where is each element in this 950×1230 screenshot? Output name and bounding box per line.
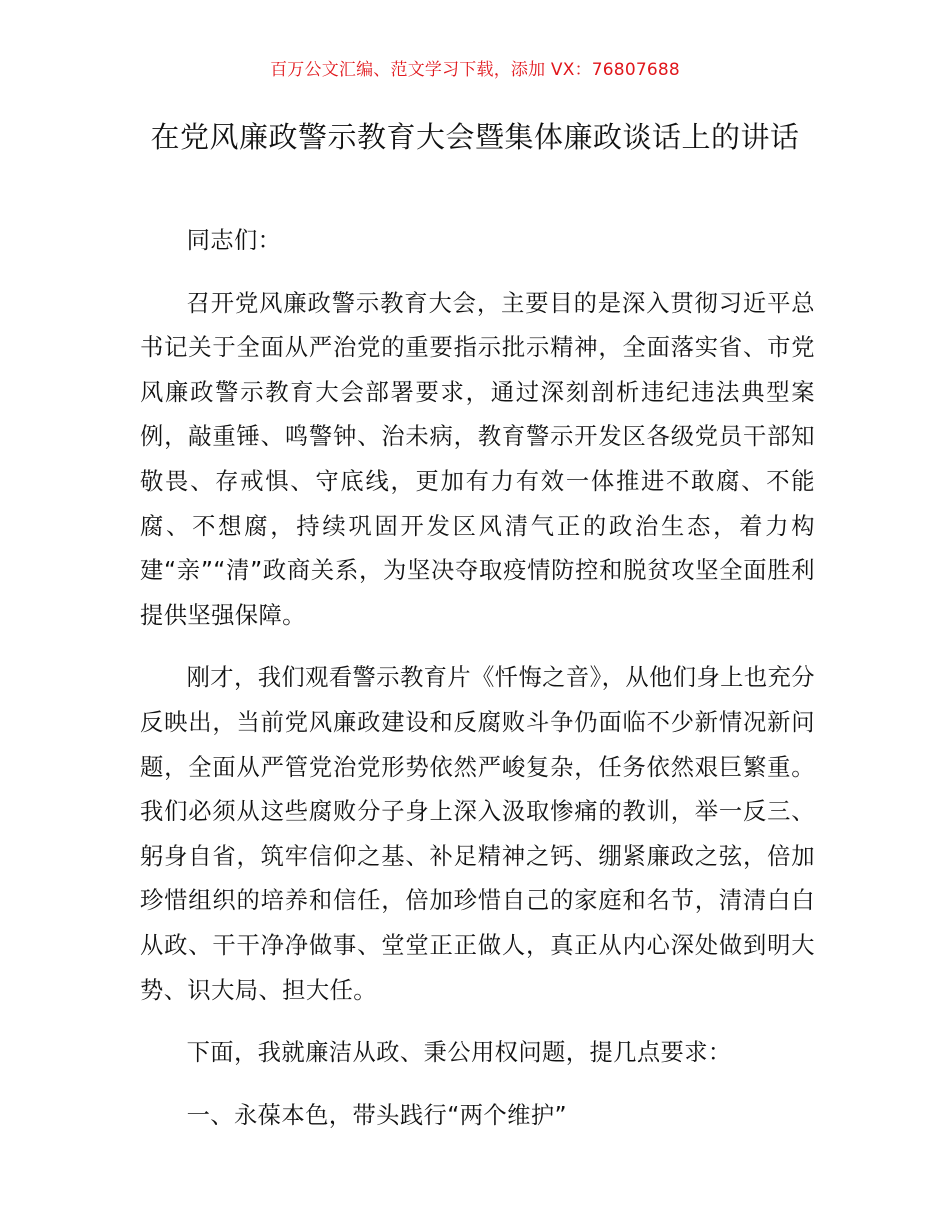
paragraph-1: 召开党风廉政警示教育大会，主要目的是深入贯彻习近平总书记关于全面从严治党的重要指示批示精神，全面落实省、市党风廉政警示教育大会部署要求，通过深刻剖析违纪违法典型案例，敲重锤、鸣警钟、治未病，教育警示开发区各级党员干部知敬畏、存戒惧、守底线，更加有力有效一体推进不敢腐、不能腐、不想腐，持续巩固开发区风清气正的政治生态，着力构建“亲”“清”政商关系，为坚决夺取疫情防控和脱贫攻坚全面胜利提供坚强保障。 (140, 289, 815, 629)
document-title: 在党风廉政警示教育大会暨集体廉政谈话上的讲话 (150, 120, 800, 154)
paragraph-2: 刚才，我们观看警示教育片《忏悔之音》，从他们身上也充分反映出，当前党风廉政建设和反腐败斗争仍面临不少新情况新问题，全面从严管党治党形势依然严峻复杂，任务依然艰巨繁重。我们必须从这些腐败分子身上深入汲取惨痛的教训，举一反三、躬身自省，筑牢信仰之基、补足精神之钙、绷紧廉政之弦，倍加珍惜组织的培养和信任，倍加珍惜自己的家庭和名节，清清白白从政、干干净净做事、堂堂正正做人，真正从内心深处做到明大势、识大局、担大任。 (140, 664, 815, 1004)
document-body (140, 219, 815, 1138)
salutation: 同志们： (186, 227, 282, 254)
promo-banner: 百万公文汇编、范文学习下载，添加 VX：76807688 (270, 60, 680, 80)
section-heading-1: 一、永葆本色，带头践行“两个维护” (186, 1101, 567, 1129)
paragraph-3: 下面，我就廉洁从政、秉公用权问题，提几点要求： (186, 1039, 732, 1067)
